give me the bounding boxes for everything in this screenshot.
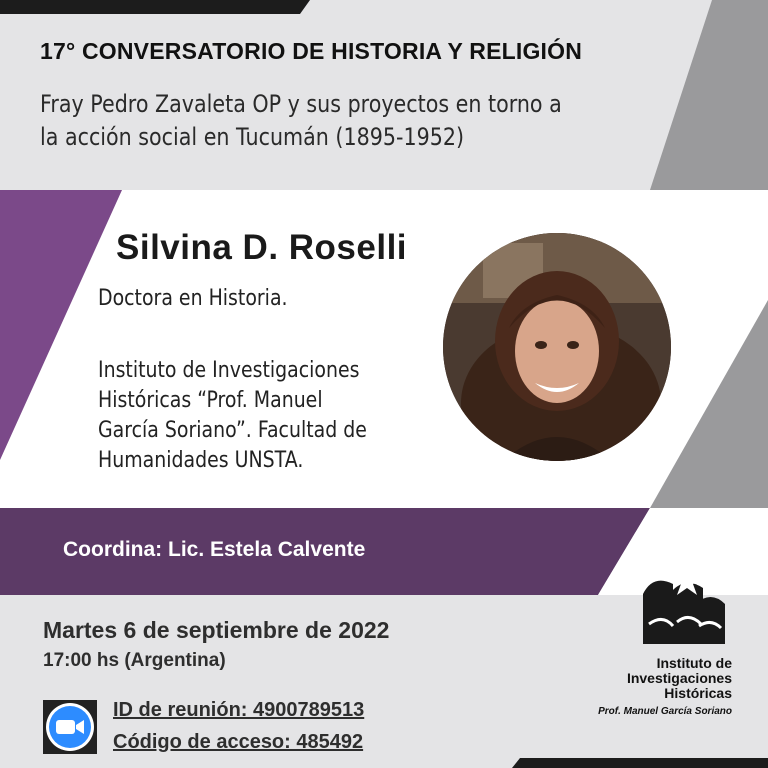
- speaker-photo: [443, 233, 671, 461]
- affiliation-line: Instituto de Investigaciones: [98, 358, 360, 383]
- institute-name-line: Instituto de: [656, 655, 732, 671]
- subtitle-line-1: Fray Pedro Zavaleta OP y sus proyectos en torno a: [40, 90, 562, 118]
- speaker-name: Silvina D. Roselli: [116, 228, 408, 267]
- subtitle-line-2: la acción social en Tucumán (1895-1952): [40, 123, 465, 151]
- meeting-passcode-link[interactable]: Código de acceso: 485492: [113, 731, 364, 753]
- institute-name-line: Investigaciones: [626, 670, 732, 686]
- meeting-id-link[interactable]: ID de reunión: 4900789513: [113, 699, 365, 721]
- coordinator-label: Coordina: Lic. Estela Calvente: [63, 538, 366, 561]
- event-title: 17° CONVERSATORIO DE HISTORIA Y RELIGIÓN: [40, 38, 583, 64]
- affiliation-line: García Soriano”. Facultad de: [98, 418, 367, 443]
- bottom-black-stripe: [512, 758, 768, 768]
- speaker-affiliation: [98, 356, 367, 476]
- event-date: Martes 6 de septiembre de 2022: [43, 617, 390, 643]
- institute-subtitle: Prof. Manuel García Soriano: [598, 706, 732, 717]
- top-black-stripe: [0, 0, 310, 14]
- event-time: 17:00 hs (Argentina): [43, 650, 226, 671]
- institute-name-line: Históricas: [664, 685, 732, 701]
- affiliation-line: Humanidades UNSTA.: [98, 448, 304, 473]
- zoom-video-icon: [43, 700, 97, 754]
- event-subtitle: [40, 88, 562, 154]
- affiliation-line: Históricas “Prof. Manuel: [98, 388, 323, 413]
- speaker-degree: Doctora en Historia.: [98, 286, 288, 311]
- institute-logo: [633, 564, 729, 650]
